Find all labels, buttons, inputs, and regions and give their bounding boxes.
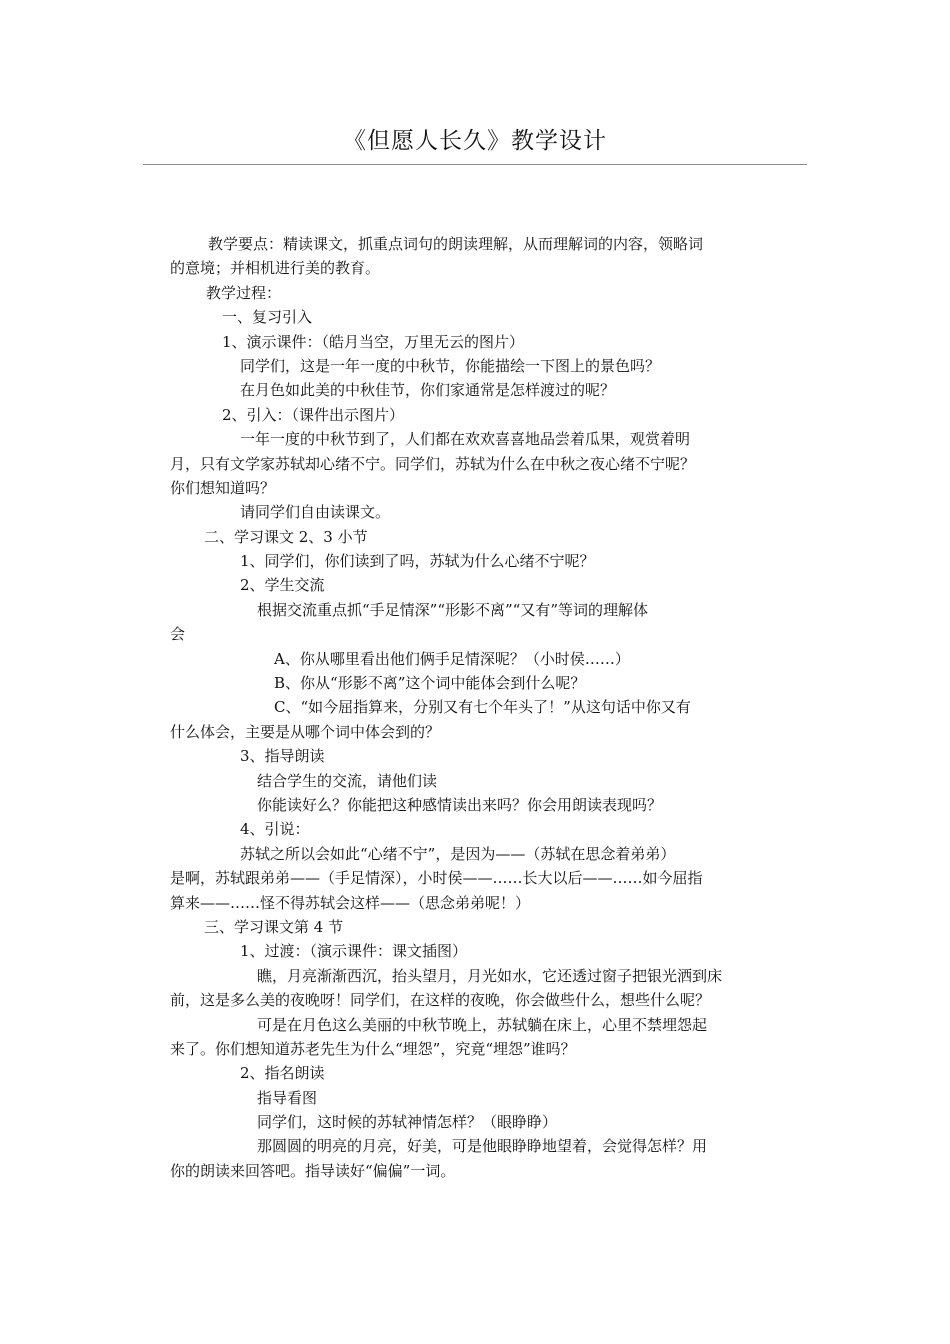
paragraph-line: 1、过渡：（演示课件：课文插图） xyxy=(240,942,468,961)
paragraph-line: 那圆圆的明亮的月亮，好美，可是他眼睁睁地望着，会觉得怎样？用 xyxy=(257,1137,708,1156)
paragraph-line: 的意境；并相机进行美的教育。 xyxy=(170,259,381,278)
paragraph-line: 你的朗读来回答吧。指导读好“偏偏”一词。 xyxy=(170,1161,456,1180)
paragraph-line: 1、同学们，你们读到了吗，苏轼为什么心绪不宁呢？ xyxy=(240,552,595,571)
paragraph-line: A、你从哪里看出他们俩手足情深呢？（小时侯……） xyxy=(274,649,630,668)
paragraph-line: 你们想知道吗？ xyxy=(170,478,276,497)
section-heading: 二、学习课文 2、3 小节 xyxy=(204,527,368,546)
section-heading: 一、复习引入 xyxy=(222,308,313,327)
paragraph-line: 请同学们自由读课文。 xyxy=(240,503,391,522)
paragraph-line: 2、学生交流 xyxy=(240,576,325,595)
paragraph-line: 2、指名朗读 xyxy=(240,1064,325,1083)
paragraph-line: 在月色如此美的中秋佳节，你们家通常是怎样渡过的呢？ xyxy=(240,381,616,400)
title-divider xyxy=(143,164,807,165)
page-title: 《但愿人长久》教学设计 xyxy=(343,128,607,154)
paragraph-line: 是啊，苏轼跟弟弟——（手足情深），小时侯——……长大以后——……如今屈指 xyxy=(170,869,703,888)
paragraph-line: 4、引说： xyxy=(240,820,310,839)
paragraph-line: 月，只有文学家苏轼却心绪不宁。同学们，苏轼为什么在中秋之夜心绪不宁呢？ xyxy=(170,454,696,473)
paragraph-line: 同学们，这是一年一度的中秋节，你能描绘一下图上的景色吗？ xyxy=(240,356,661,375)
paragraph-line: 指导看图 xyxy=(257,1088,318,1107)
paragraph-line: 一年一度的中秋节到了，人们都在欢欢喜喜地品尝着瓜果，观赏着明 xyxy=(240,430,691,449)
paragraph-line: C、“如今屈指算来，分别又有七个年头了！”从这句话中你又有 xyxy=(274,698,691,717)
paragraph-line: B、你从“形影不离”这个词中能体会到什么呢？ xyxy=(274,674,586,693)
section-heading: 三、学习课文第 4 节 xyxy=(204,917,344,936)
paragraph-line: 什么体会，主要是从哪个词中体会到的？ xyxy=(170,722,441,741)
paragraph-line: 瞧，月亮渐渐西沉，抬头望月，月光如水，它还透过窗子把银光洒到床 xyxy=(257,966,723,985)
paragraph-line: 1、演示课件：（皓月当空，万里无云的图片） xyxy=(222,332,525,351)
document-body xyxy=(170,232,780,1183)
paragraph-line: 同学们，这时候的苏轼神情怎样？（眼睁睁） xyxy=(257,1113,558,1132)
paragraph-line: 教学要点：精读课文，抓重点词句的朗读理解，从而理解词的内容，领略词 xyxy=(208,235,704,253)
paragraph-line: 根据交流重点抓“手足情深”“形影不离”“又有”等词的理解体 xyxy=(257,600,649,619)
paragraph-line: 3、指导朗读 xyxy=(240,747,325,766)
paragraph-line: 你能读好么？你能把这种感情读出来吗？你会用朗读表现吗？ xyxy=(257,795,663,814)
paragraph-line: 结合学生的交流，请他们读 xyxy=(257,771,438,790)
paragraph-line: 前，这是多么美的夜晚呀！同学们，在这样的夜晚，你会做些什么，想些什么呢？ xyxy=(170,991,711,1010)
paragraph-line: 2、引入：（课件出示图片） xyxy=(222,405,405,424)
paragraph-line: 苏轼之所以会如此“心绪不宁”，是因为——（苏轼在思念着弟弟） xyxy=(240,844,676,863)
paragraph-line: 可是在月色这么美丽的中秋节晚上，苏轼躺在床上，心里不禁埋怨起 xyxy=(257,1015,708,1034)
paragraph-line: 会 xyxy=(170,625,186,644)
paragraph-line: 教学过程： xyxy=(206,283,282,302)
paragraph-line: 来了。你们想知道苏老先生为什么“埋怨”，究竟“埋怨”谁吗？ xyxy=(170,1039,576,1058)
paragraph-line: 算来——……怪不得苏轼会这样——（思念弟弟呢！） xyxy=(170,893,531,912)
